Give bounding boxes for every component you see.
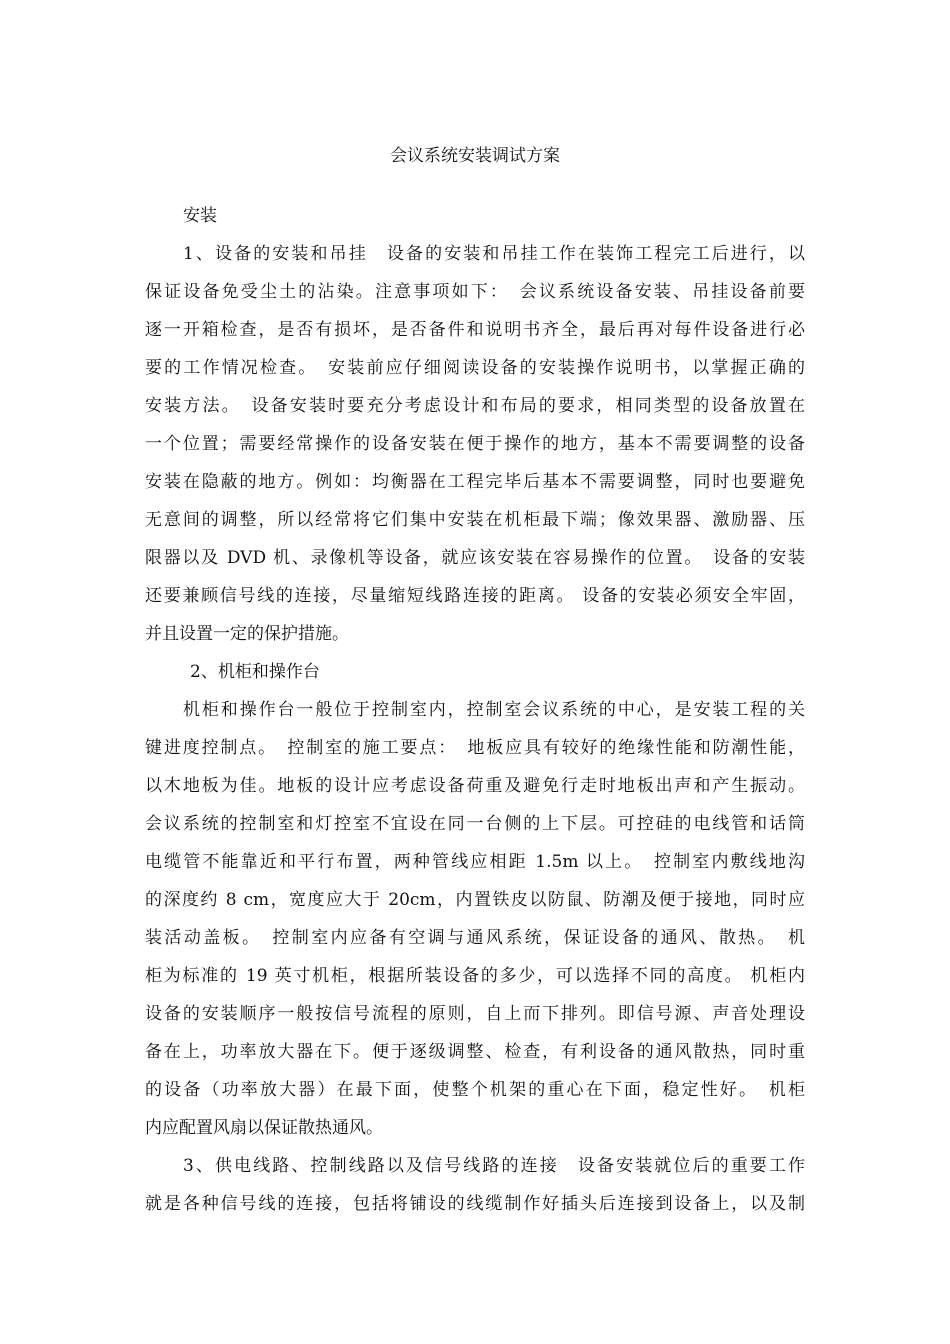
paragraph-line: 无意间的调整，所以经常将它们集中安装在机柜最下端；像效果器、激励器、压: [145, 510, 805, 530]
paragraph-line: 保证设备免受尘土的沾染。注意事项如下： 会议系统设备安装、吊挂设备前要: [145, 282, 805, 302]
paragraph-line: 要的工作情况检查。 安装前应仔细阅读设备的安装操作说明书，以掌握正确的: [145, 358, 805, 378]
paragraph-line: 键进度控制点。 控制室的施工要点： 地板应具有较好的绝缘性能和防潮性能，: [145, 738, 805, 758]
paragraph-line: 以木地板为佳。地板的设计应考虑设备荷重及避免行走时地板出声和产生振动。: [145, 776, 805, 796]
paragraph-line: 安装方法。 设备安装时要充分考虑设计和布局的要求，相同类型的设备放置在: [145, 396, 805, 416]
paragraph-line: 装活动盖板。 控制室内应备有空调与通风系统，保证设备的通风、散热。 机: [145, 928, 805, 948]
paragraph-line: 的设备（功率放大器）在最下面，使整个机架的重心在下面，稳定性好。 机柜: [145, 1080, 805, 1100]
paragraph-line: 柜为标准的 19 英寸机柜，根据所装设备的多少，可以选择不同的高度。 机柜内: [145, 966, 805, 986]
paragraph-line: 1、设备的安装和吊挂 设备的安装和吊挂工作在装饰工程完工后进行，以: [183, 244, 805, 264]
paragraph-line: 的深度约 8 cm，宽度应大于 20cm，内置铁皮以防鼠、防潮及便于接地，同时应: [145, 890, 805, 910]
document-title: 会议系统安装调试方案: [390, 146, 560, 166]
paragraph-line: 内应配置风扇以保证散热通风。: [145, 1118, 383, 1138]
section-heading-cabinet: 2、机柜和操作台: [190, 662, 320, 682]
paragraph-line: 设备的安装顺序一般按信号流程的原则，自上而下排列。即信号源、声音处理设: [145, 1004, 805, 1024]
section-heading-wiring: 3、供电线路、控制线路以及信号线路的连接 设备安装就位后的重要工作: [183, 1156, 805, 1176]
paragraph-line: 并且设置一定的保护措施。: [145, 624, 349, 644]
section-heading-install: 安装: [183, 206, 217, 226]
paragraph-line: 备在上，功率放大器在下。便于逐级调整、检查，有利设备的通风散热，同时重: [145, 1042, 805, 1062]
paragraph-line: 机柜和操作台一般位于控制室内，控制室会议系统的中心，是安装工程的关: [183, 700, 805, 720]
paragraph-line: 安装在隐蔽的地方。例如：均衡器在工程完毕后基本不需要调整，同时也要避免: [145, 472, 805, 492]
paragraph-line: 限器以及 DVD 机、录像机等设备，就应该安装在容易操作的位置。 设备的安装: [145, 548, 805, 568]
paragraph-line: 会议系统的控制室和灯控室不宜设在同一台侧的上下层。可控硅的电线管和话筒: [145, 814, 805, 834]
paragraph-line: 还要兼顾信号线的连接，尽量缩短线路连接的距离。 设备的安装必须安全牢固，: [145, 586, 805, 606]
paragraph-line: 电缆管不能靠近和平行布置，两种管线应相距 1.5m 以上。 控制室内敷线地沟: [145, 852, 805, 872]
paragraph-line: 就是各种信号线的连接，包括将铺设的线缆制作好插头后连接到设备上，以及制: [145, 1194, 805, 1214]
paragraph-line: 一个位置；需要经常操作的设备安装在便于操作的地方，基本不需要调整的设备: [145, 434, 805, 454]
paragraph-line: 逐一开箱检查，是否有损坏，是否备件和说明书齐全，最后再对每件设备进行必: [145, 320, 805, 340]
